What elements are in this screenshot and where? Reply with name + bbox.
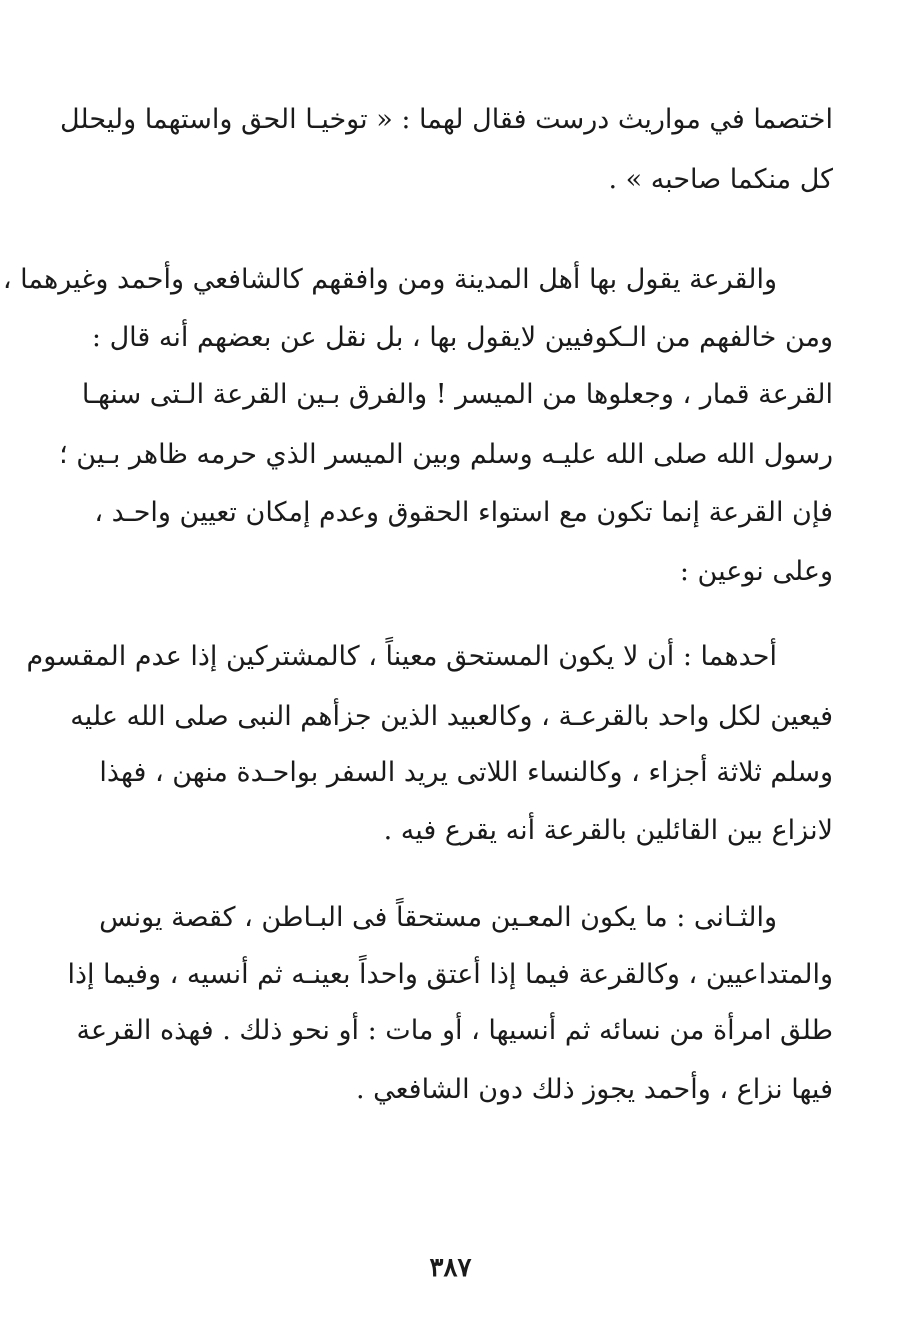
paragraph-3-line-2: فيعين لكل واحد بالقرعـة ، وكالعبيد الذين جزأهم النبى صلى الله عليه [70,701,833,732]
paragraph-2-line-1: والقرعة يقول بها أهل المدينة ومن وافقهم كالشافعي وأحمد وغيرهما ، [2,264,777,295]
paragraph-2-line-2: ومن خالفهم من الـكوفيين لايقول بها ، بل نقل عن بعضهم أنه قال : [91,322,833,353]
paragraph-1-line-2: كل منكما صاحبه » . [608,164,833,195]
paragraph-4-line-1: والثـانى : ما يكون المعـين مستحقاً فى البـاطن ، كقصة يونس [99,902,777,933]
paragraph-4-line-2: والمتداعيين ، وكالقرعة فيما إذا أعتق واحداً بعينـه ثم أنسيه ، وفيما إذا [67,959,833,990]
paragraph-4-line-3: طلق امرأة من نسائه ثم أنسيها ، أو مات : أو نحو ذلك . فهذه القرعة [76,1015,833,1046]
paragraph-3-line-4: لانزاع بين القائلين بالقرعة أنه يقرع فيه . [383,815,833,846]
page-number: ٣٨٧ [429,1253,472,1283]
paragraph-2-line-3: القرعة قمار ، وجعلوها من الميسر ! والفرق بـين القرعة الـتى سنهـا [81,379,833,410]
paragraph-2-line-6: وعلى نوعين : [679,556,833,587]
paragraph-4-line-4: فيها نزاع ، وأحمد يجوز ذلك دون الشافعي . [355,1074,833,1105]
paragraph-2-line-5: فإن القرعة إنما تكون مع استواء الحقوق وعدم إمكان تعيين واحـد ، [94,497,833,528]
paragraph-1-line-1: اختصما في مواريث درست فقال لهما : « توخيـا الحق واستهما وليحلل [59,104,833,135]
paragraph-3-line-3: وسلم ثلاثة أجزاء ، وكالنساء اللاتى يريد السفر بواحـدة منهن ، فهذا [99,757,833,788]
paragraph-3-line-1: أحدهما : أن لا يكون المستحق معيناً ، كالمشتركين إذا عدم المقسوم [26,641,777,672]
paragraph-2-line-4: رسول الله صلى الله عليـه وسلم وبين الميسر الذي حرمه ظاهر بـين ؛ [59,439,833,470]
